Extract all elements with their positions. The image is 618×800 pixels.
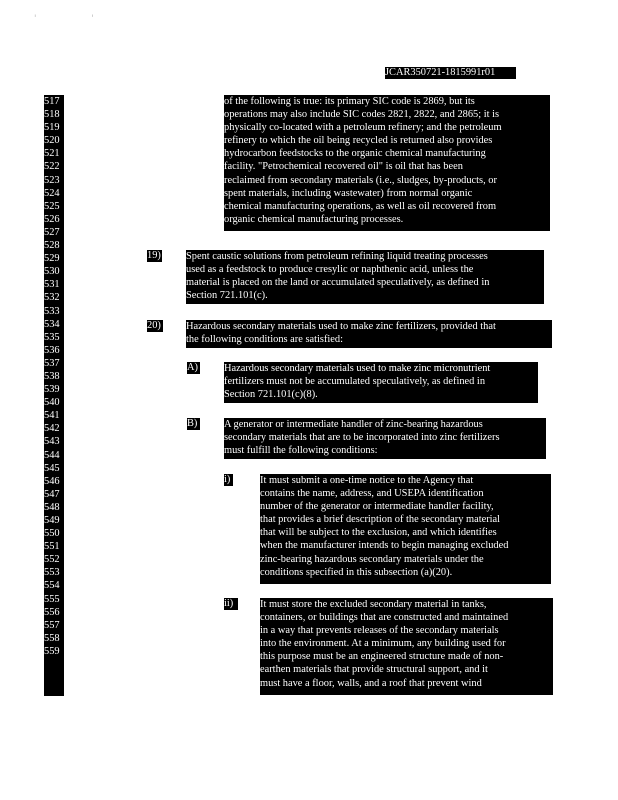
text-line: conditions specified in this subsection (a)(20). [260, 566, 453, 578]
paragraph-B [224, 418, 546, 459]
text-line: chemical manufacturing operations, as well as oil recovered from [224, 200, 497, 212]
item-marker-B: B) [187, 418, 200, 430]
text-line: spent materials, including wastewater) from normal organic [224, 187, 473, 199]
text-line: It must submit a one-time notice to the Agency that [260, 475, 474, 486]
text-line: secondary materials that are to be incorporated into zinc fertilizers [224, 432, 500, 444]
text-line: 521 [44, 148, 60, 160]
text-line: 539 [44, 384, 60, 396]
paragraph-A [224, 362, 538, 403]
text-line: 535 [44, 331, 60, 343]
text-line: 550 [44, 528, 60, 540]
text-line: 557 [44, 619, 60, 631]
text-line: hydrocarbon feedstocks to the organic chemical manufacturing [224, 148, 486, 160]
text-line: It must store the excluded secondary material in tanks, [260, 599, 487, 610]
text-line: 519 [44, 122, 60, 134]
text-line: 532 [44, 292, 60, 304]
text-line: Section 721.101(c)(8). [224, 389, 318, 401]
text-line: zinc-bearing hazardous secondary materials under the [260, 553, 484, 565]
text-line: operations may also include SIC codes 2821, 2822, and 2865; it is [224, 109, 500, 121]
text-line: 547 [44, 488, 60, 500]
text-line: this purpose must be an engineered structure made of non- [260, 651, 504, 663]
text-line: 520 [44, 135, 60, 147]
text-line: 537 [44, 357, 60, 369]
text-line: that will be subject to the exclusion, and which identifies [260, 527, 497, 539]
text-line: fertilizers must not be accumulated speculatively, as defined in [224, 376, 486, 388]
text-line: 542 [44, 423, 60, 435]
text-line: contains the name, address, and USEPA identification [260, 488, 484, 500]
text-line: refinery to which the oil being recycled is returned also provides [224, 135, 493, 147]
text-line: the following conditions are satisfied: [186, 334, 343, 346]
text-line: 554 [44, 580, 60, 592]
text-line: facility. "Petrochemical recovered oil" is oil that has been [224, 161, 463, 173]
text-line: 525 [44, 200, 60, 212]
text-line: 526 [44, 213, 60, 225]
document-code-header: JCAR350721-1815991r01 [385, 67, 516, 79]
text-line: 533 [44, 305, 60, 317]
text-line: 534 [44, 318, 60, 330]
text-line: 555 [44, 593, 60, 605]
text-line: 538 [44, 370, 60, 382]
text-line: 527 [44, 226, 60, 238]
text-line: 543 [44, 436, 60, 448]
item-marker-ii: ii) [224, 598, 238, 610]
text-line: 548 [44, 501, 60, 513]
text-line: 551 [44, 541, 60, 553]
text-line: 544 [44, 449, 60, 461]
text-line: material is placed on the land or accumulated speculatively, as defined in [186, 277, 490, 289]
text-line: 553 [44, 567, 60, 579]
text-line: when the manufacturer intends to begin managing excluded [260, 540, 509, 552]
text-line: 518 [44, 109, 60, 121]
text-line: used as a feedstock to produce cresylic or naphthenic acid, unless the [186, 264, 474, 276]
item-marker-19: 19) [147, 250, 161, 261]
text-line: Hazardous secondary materials used to make zinc micronutrient [224, 363, 491, 374]
paragraph-intro [224, 95, 550, 231]
text-line: 558 [44, 632, 60, 644]
item-marker-A: A) [187, 362, 200, 374]
text-line: 528 [44, 240, 60, 252]
text-line: 546 [44, 475, 60, 487]
text-line: of the following is true: its primary SIC code is 2869, but its [224, 96, 475, 107]
text-line: earthen materials that provide structural support, and it [260, 664, 488, 676]
text-line: must have a floor, walls, and a roof that prevent wind [260, 677, 482, 689]
text-line: 536 [44, 344, 60, 356]
text-line: number of the generator or intermediate handler facility, [260, 501, 494, 513]
text-line: must fulfill the following conditions: [224, 445, 378, 457]
text-line: 552 [44, 554, 60, 566]
paragraph-20 [186, 320, 552, 348]
text-line: organic chemical manufacturing processes. [224, 213, 404, 225]
paragraph-19 [186, 250, 544, 304]
text-line: in a way that prevents releases of the secondary materials [260, 625, 499, 637]
text-line: 531 [44, 279, 60, 291]
item-marker-i: i) [224, 474, 233, 486]
line-number-column [44, 95, 64, 696]
text-line: 523 [44, 174, 60, 186]
text-line: into the environment. At a minimum, any building used for [260, 638, 506, 650]
text-line: 530 [44, 266, 60, 278]
text-line: Section 721.101(c). [186, 290, 268, 302]
text-line: 529 [44, 253, 60, 265]
text-line: Spent caustic solutions from petroleum refining liquid treating processes [186, 251, 488, 262]
text-line: 522 [44, 161, 60, 173]
text-line: 540 [44, 397, 60, 409]
text-line: reclaimed from secondary materials (i.e., sludges, by-products, or [224, 174, 497, 186]
text-line: 524 [44, 187, 60, 199]
item-marker-20: 20) [147, 320, 163, 332]
text-line: physically co-located with a petroleum refinery; and the petroleum [224, 122, 502, 134]
paragraph-ii [260, 598, 553, 695]
scan-corner-marks: ' ' [34, 14, 120, 24]
text-line: A generator or intermediate handler of zinc-bearing hazardous [224, 419, 483, 430]
paragraph-i [260, 474, 551, 584]
text-line: Hazardous secondary materials used to make zinc fertilizers, provided that [186, 321, 496, 332]
text-line: 517 [44, 96, 60, 107]
text-line: that provides a brief description of the secondary material [260, 514, 501, 526]
text-line: 549 [44, 515, 60, 526]
text-line: containers, or buildings that are constructed and maintained [260, 612, 509, 624]
text-line: 556 [44, 606, 60, 618]
text-line: 541 [44, 410, 60, 422]
text-line: 559 [44, 645, 60, 657]
text-line: 545 [44, 462, 60, 474]
